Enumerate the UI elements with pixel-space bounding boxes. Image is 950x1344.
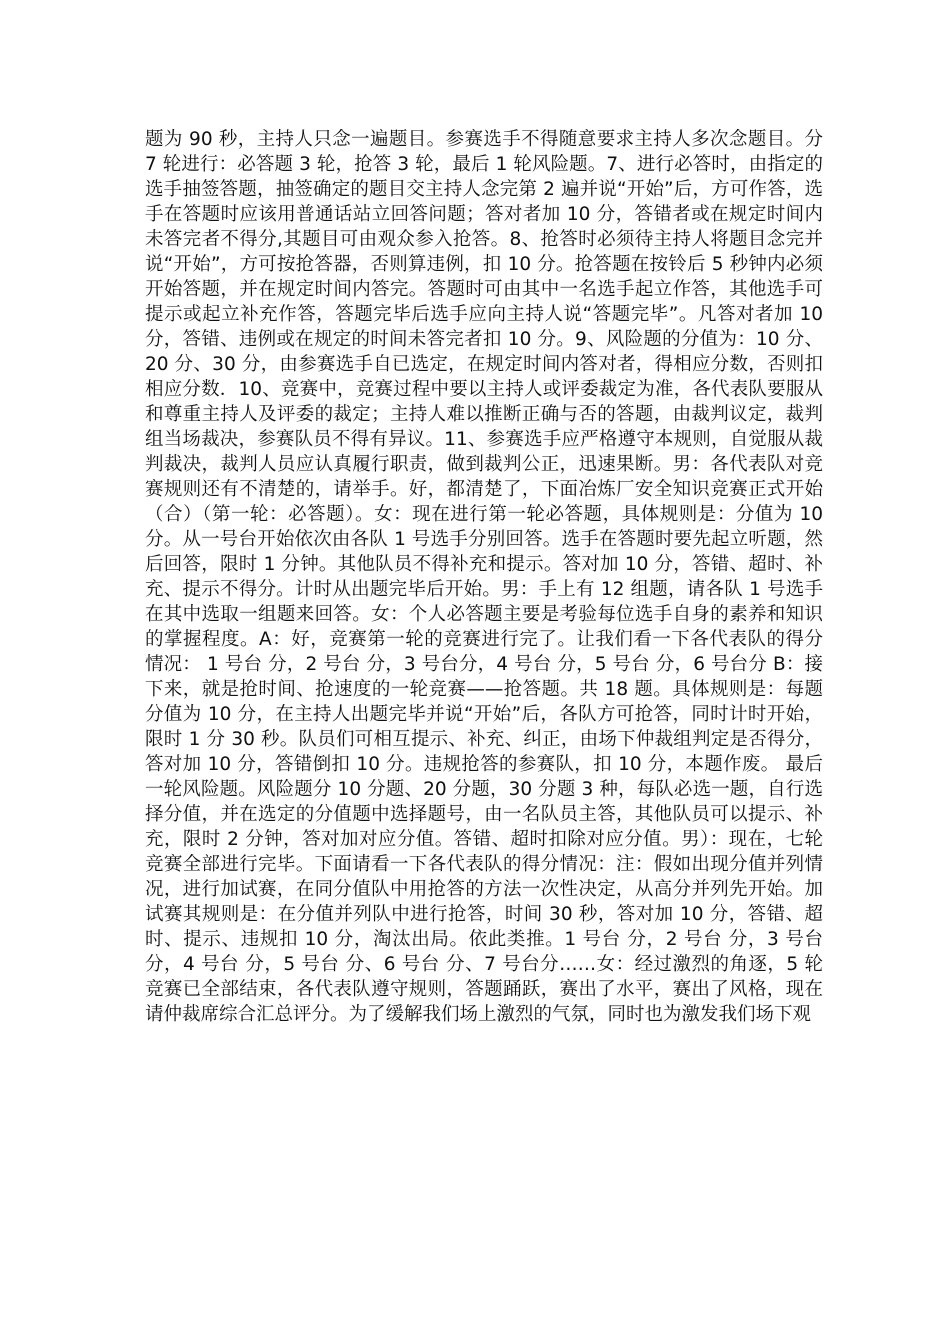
document-body-text: 题为 90 秒，主持人只念一遍题目。参赛选手不得随意要求主持人多次念题目。分 7 轮进行：必答题 3 轮，抢答 3 轮，最后 1 轮风险题。7、进行必答时，由指定的选手抽签答题，抽签确定的题目交主持人念完第 2 遍并说“开始”后，方可作答，选手在答题时应该用普通话站立回答问题；答对者加 10 分，答错者或在规定时间内未答完者不得分,其题目可由观众参入抢答。8、抢答时必须待主持人将题目念完并说“开始”，方可按抢答器，否则算违例，扣 10 分。抢答题在按铃后 5 秒钟内必须开始答题，并在规定时间内答完。答题时可由其中一名选手起立作答，其他选手可提示或起立补充作答，答题完毕后选手应向主持人说“答题完毕”。凡答对者加 10 分，答错、违例或在规定的时间未答完者扣 10 分。9、风险题的分值为：10 分、20 分、30 分，由参赛选手自已选定，在规定时间内答对者，得相应分数，否则扣相应分数．10、竞赛中，竞赛过程中要以主持人或评委裁定为准，各代表队要服从和尊重主持人及评委的裁定；主持人难以推断正确与否的答题，由裁判议定，裁判组当场裁决，参赛队员不得有异议。11、参赛选手应严格遵守本规则，自觉服从裁判裁决，裁判人员应认真履行职责，做到裁判公正，迅速果断。男：各代表队对竞赛规则还有不清楚的，请举手。好，都清楚了，下面冶炼厂安全知识竞赛正式开始（合）（第一轮：必答题）。女：现在进行第一轮必答题，具体规则是：分值为 10 分。从一号台开始依次由各队 1 号选手分别回答。选手在答题时要先起立听题，然后回答，限时 1 分钟。其他队员不得补充和提示。答对加 10 分，答错、超时、补充、提示不得分。计时从出题完毕后开始。男：手上有 12 组题，请各队 1 号选手在其中选取一组题来回答。女：个人必答题主要是考验每位选手自身的素养和知识的掌握程度。A：好，竞赛第一轮的竞赛进行完了。让我们看一下各代表队的得分情况： 1 号台 分，2 号台 分，3 号台分，4 号台 分，5 号台 分，6 号台分 B：接下来，就是抢时间、抢速度的一轮竞赛——抢答题。共 18 题。具体规则是：每题分值为 10 分，在主持人出题完毕并说“开始”后，各队方可抢答，同时计时开始，限时 1 分 30 秒。队员们可相互提示、补充、纠正，由场下仲裁组判定是否得分，答对加 10 分，答错倒扣 10 分。违规抢答的参赛队，扣 10 分，本题作废。 最后一轮风险题。风险题分 10 分题、20 分题，30 分题 3 种，每队必选一题，自行选择分值，并在选定的分值题中选择题号，由一名队员主答，其他队员可以提示、补充，限时 2 分钟，答对加对应分值。答错、超时扣除对应分值。男）：现在，七轮竞赛全部进行完毕。下面请看一下各代表队的得分情况：注：假如出现分值并列情况，进行加试赛，在同分值队中用抢答的方法一次性决定，从高分并列先开始。加试赛其规则是：在分值并列队中进行抢答，时间 30 秒，答对加 10 分，答错、超时、提示、违规扣 10 分，淘汰出局。依此类推。1 号台 分，2 号台 分，3 号台 分，4 号台 分，5 号台 分、6 号台 分、7 号台分……女：经过激烈的角逐，5 轮竞赛已全部结束，各代表队遵守规则，答题踊跃，赛出了水平，赛出了风格，现在请仲裁席综合汇总评分。为了缓解我们场上激烈的气氛，同时也为激发我们场下观 bbox=[145, 129, 823, 1025]
